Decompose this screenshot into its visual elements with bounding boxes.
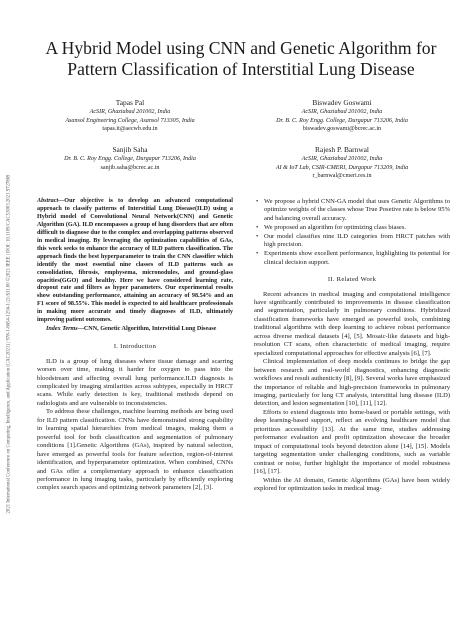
related-paragraph: Clinical implementation of deep models continues to bridge the gap between research and real-world diagnostics, enhancing diagnostic workflows and result authenticity [8], [9]. Several works have emphasized the importance of reliable and high-precision frameworks in pulmonary imaging, particularly for lung CT analysis, interstitial lung disease (ILD) detection, and lesion segmentation [10], [11], [12]. xyxy=(254,358,450,408)
author-block xyxy=(242,144,442,181)
author-email: biswadev.goswami@bcrec.ac.in xyxy=(302,126,382,133)
related-paragraph: Efforts to extend diagnosis into home-based or portable settings, with deep learning-based support, reflect an evolving healthcare model that prioritizes accessibility [13]. At the same time, studies addressing performance evaluation and profit optimization showcase the broader impact of computational tools beyond detection alone [14], [15]. Models targeting segmentation under challenging conditions, such as variable contrast or noise, further highlight the importance of model robustness [16], [17]. xyxy=(254,408,450,476)
index-terms-label: Index Terms xyxy=(46,326,78,333)
author-block xyxy=(242,97,442,134)
author-email: r_barnwal@cmeri.res.in xyxy=(312,173,372,180)
right-column xyxy=(254,198,450,493)
abstract-text: —Our objective is to develop an advanced computational approach to classify patterns of Interstitial Lung Disease(ILD) using a Hybrid model of Convolutional Neural Network(CNN) and Genetic Algorithm (GA). ILD encompasses a group of lung disorders that are often difficult to diagnose due to the complex and overlapping patterns observed in medical imaging. By leveraging the optimization capabilities of GAs, this work seeks to enhance the accuracy of ILD pattern classification. The approach finds the best hyperparameter to train the CNN classifier which identify the most essential nine classes of ILD patterns such as consolidation, fibrosis, emphysema, micronodules, and ground-glass opacities(GGO) and healthy. Here we have considered learning rate, dropout rate and filters as hyper parameters. Our experimental results show outstanding performance, attaining an accuracy of 98.54% and an F1 score of 98.55%. This model is expected to aid healthcare professionals in making more accurate and timely diagnoses of ILD, ultimately improving patient outcomes. xyxy=(37,198,233,324)
author-affiliation: AcSIR, Ghaziabad 201002, India xyxy=(301,109,383,115)
section-heading-introduction: I. Introduction xyxy=(113,343,157,351)
contribution-item: • Our model classifies nine ILD categories from HRCT patches with high precision. xyxy=(264,233,450,250)
related-paragraph: Within the AI domain, Genetic Algorithms (GAs) have been widely explored for optimization tasks in medical imag- xyxy=(254,476,450,492)
section-heading-related-work: II. Related Work xyxy=(327,276,377,284)
author-name: Biswadev Goswami xyxy=(312,98,372,107)
index-terms xyxy=(37,326,233,334)
author-affiliation: Dr. B. C. Roy Engg. College, Durgapur 713206, India xyxy=(64,156,196,162)
contribution-item: • We proposed an algorithm for optimizing class biases. xyxy=(264,224,450,232)
author-affiliation-2: AI & IoT Lab, CSIR-CMERI, Durgapur 713209, India xyxy=(275,164,409,171)
author-affiliation-2: Dr. B. C. Roy Engg. College, Durgapur 713206, India xyxy=(276,117,408,124)
author-affiliation: AcSIR, Ghaziabad 201002, India xyxy=(301,156,383,162)
abstract-label: Abstract xyxy=(37,198,59,204)
author-block xyxy=(30,144,230,172)
conference-sidebar xyxy=(4,84,14,604)
contribution-item: • We propose a hybrid CNN-GA model that uses Genetic Algorithms to optimize weights of the classes whose True Posetive rate is below 95% and balancing overall accuracy. xyxy=(264,198,450,223)
author-email: tapas.it@aecwb.edu.in xyxy=(102,126,158,133)
author-name: Tapas Pal xyxy=(115,98,145,107)
contribution-item: • Experiments show excellent performance, highlighting its potential for clinical decision support. xyxy=(264,250,450,267)
author-affiliation-2: Asansol Engineering College, Asansol 713305, India xyxy=(65,117,195,124)
author-name: Sanjib Saha xyxy=(112,145,148,154)
author-name: Rajesh P. Barnwal xyxy=(315,145,369,154)
author-block xyxy=(30,97,230,134)
paper-title: A Hybrid Model using CNN and Genetic Algorithm for Pattern Classification of Interstitial Lung Disease xyxy=(45,38,437,79)
contribution-list xyxy=(254,198,450,267)
abstract xyxy=(37,198,233,325)
related-paragraph: Recent advances in medical imaging and computational intelligence have significantly contributed to improvements in disease classification and segmentation, particularly in pulmonary conditions. Hybridized classification frameworks have emerged as powerful tools, combining traditional algorithms with deep learning to achieve robust performance across diverse medical datasets [4], [5]. Mosaic-like datasets and high-resolution CT scans, often characteristic of medical imaging, require specialized computational approaches for effective analysis [6], [7]. xyxy=(254,290,450,357)
intro-paragraph: ILD is a group of lung diseases where tissue damage and scarring worsen over time, making it harder for oxygen to pass into the bloodstream and affecting overall lung performance.ILD diagnosis is complicated by imaging similarities across subtypes, especially in HRCT scans. While early detection is key, traditional methods depend on radiologists and are vulnerable to inconsistencies. xyxy=(37,357,233,407)
index-terms-text: —CNN, Genetic Algorithm, Interstitial Lung Disease xyxy=(77,326,217,333)
author-affiliation: AcSIR, Ghaziabad 201002, India xyxy=(89,109,171,115)
left-column xyxy=(37,198,233,493)
author-email: sanjib.saha@bcrec.ac.in xyxy=(100,164,160,171)
intro-paragraph: To address these challenges, machine learning methods are being used for ILD pattern classification. CNNs have demonstrated strong capability in learning spatial hierarchies from medical images, making them a powerful tool for both classification and segmentation of pulmonary conditions [1].Genetic Algorithms (GAs), inspired by natural selection, have emerged as powerful tools for feature selection, region-of-interest identification, and hyperparameter optimization. When combined, CNNs and GAs offer a complementary approach to enhance classification performance in lung imaging tasks, particularly by efficiently exploring complex search spaces and optimizing network parameters [2], [3]. xyxy=(37,408,233,492)
sidebar-text: 2021 International Conference on Computing, Intelligence, and Application (CAC2021) | 978-1-6654-1256-1/21/$31.00 ©2021 IEEE | DOI: 10.1109/CAC53003.2021.9727869 xyxy=(6,174,12,514)
